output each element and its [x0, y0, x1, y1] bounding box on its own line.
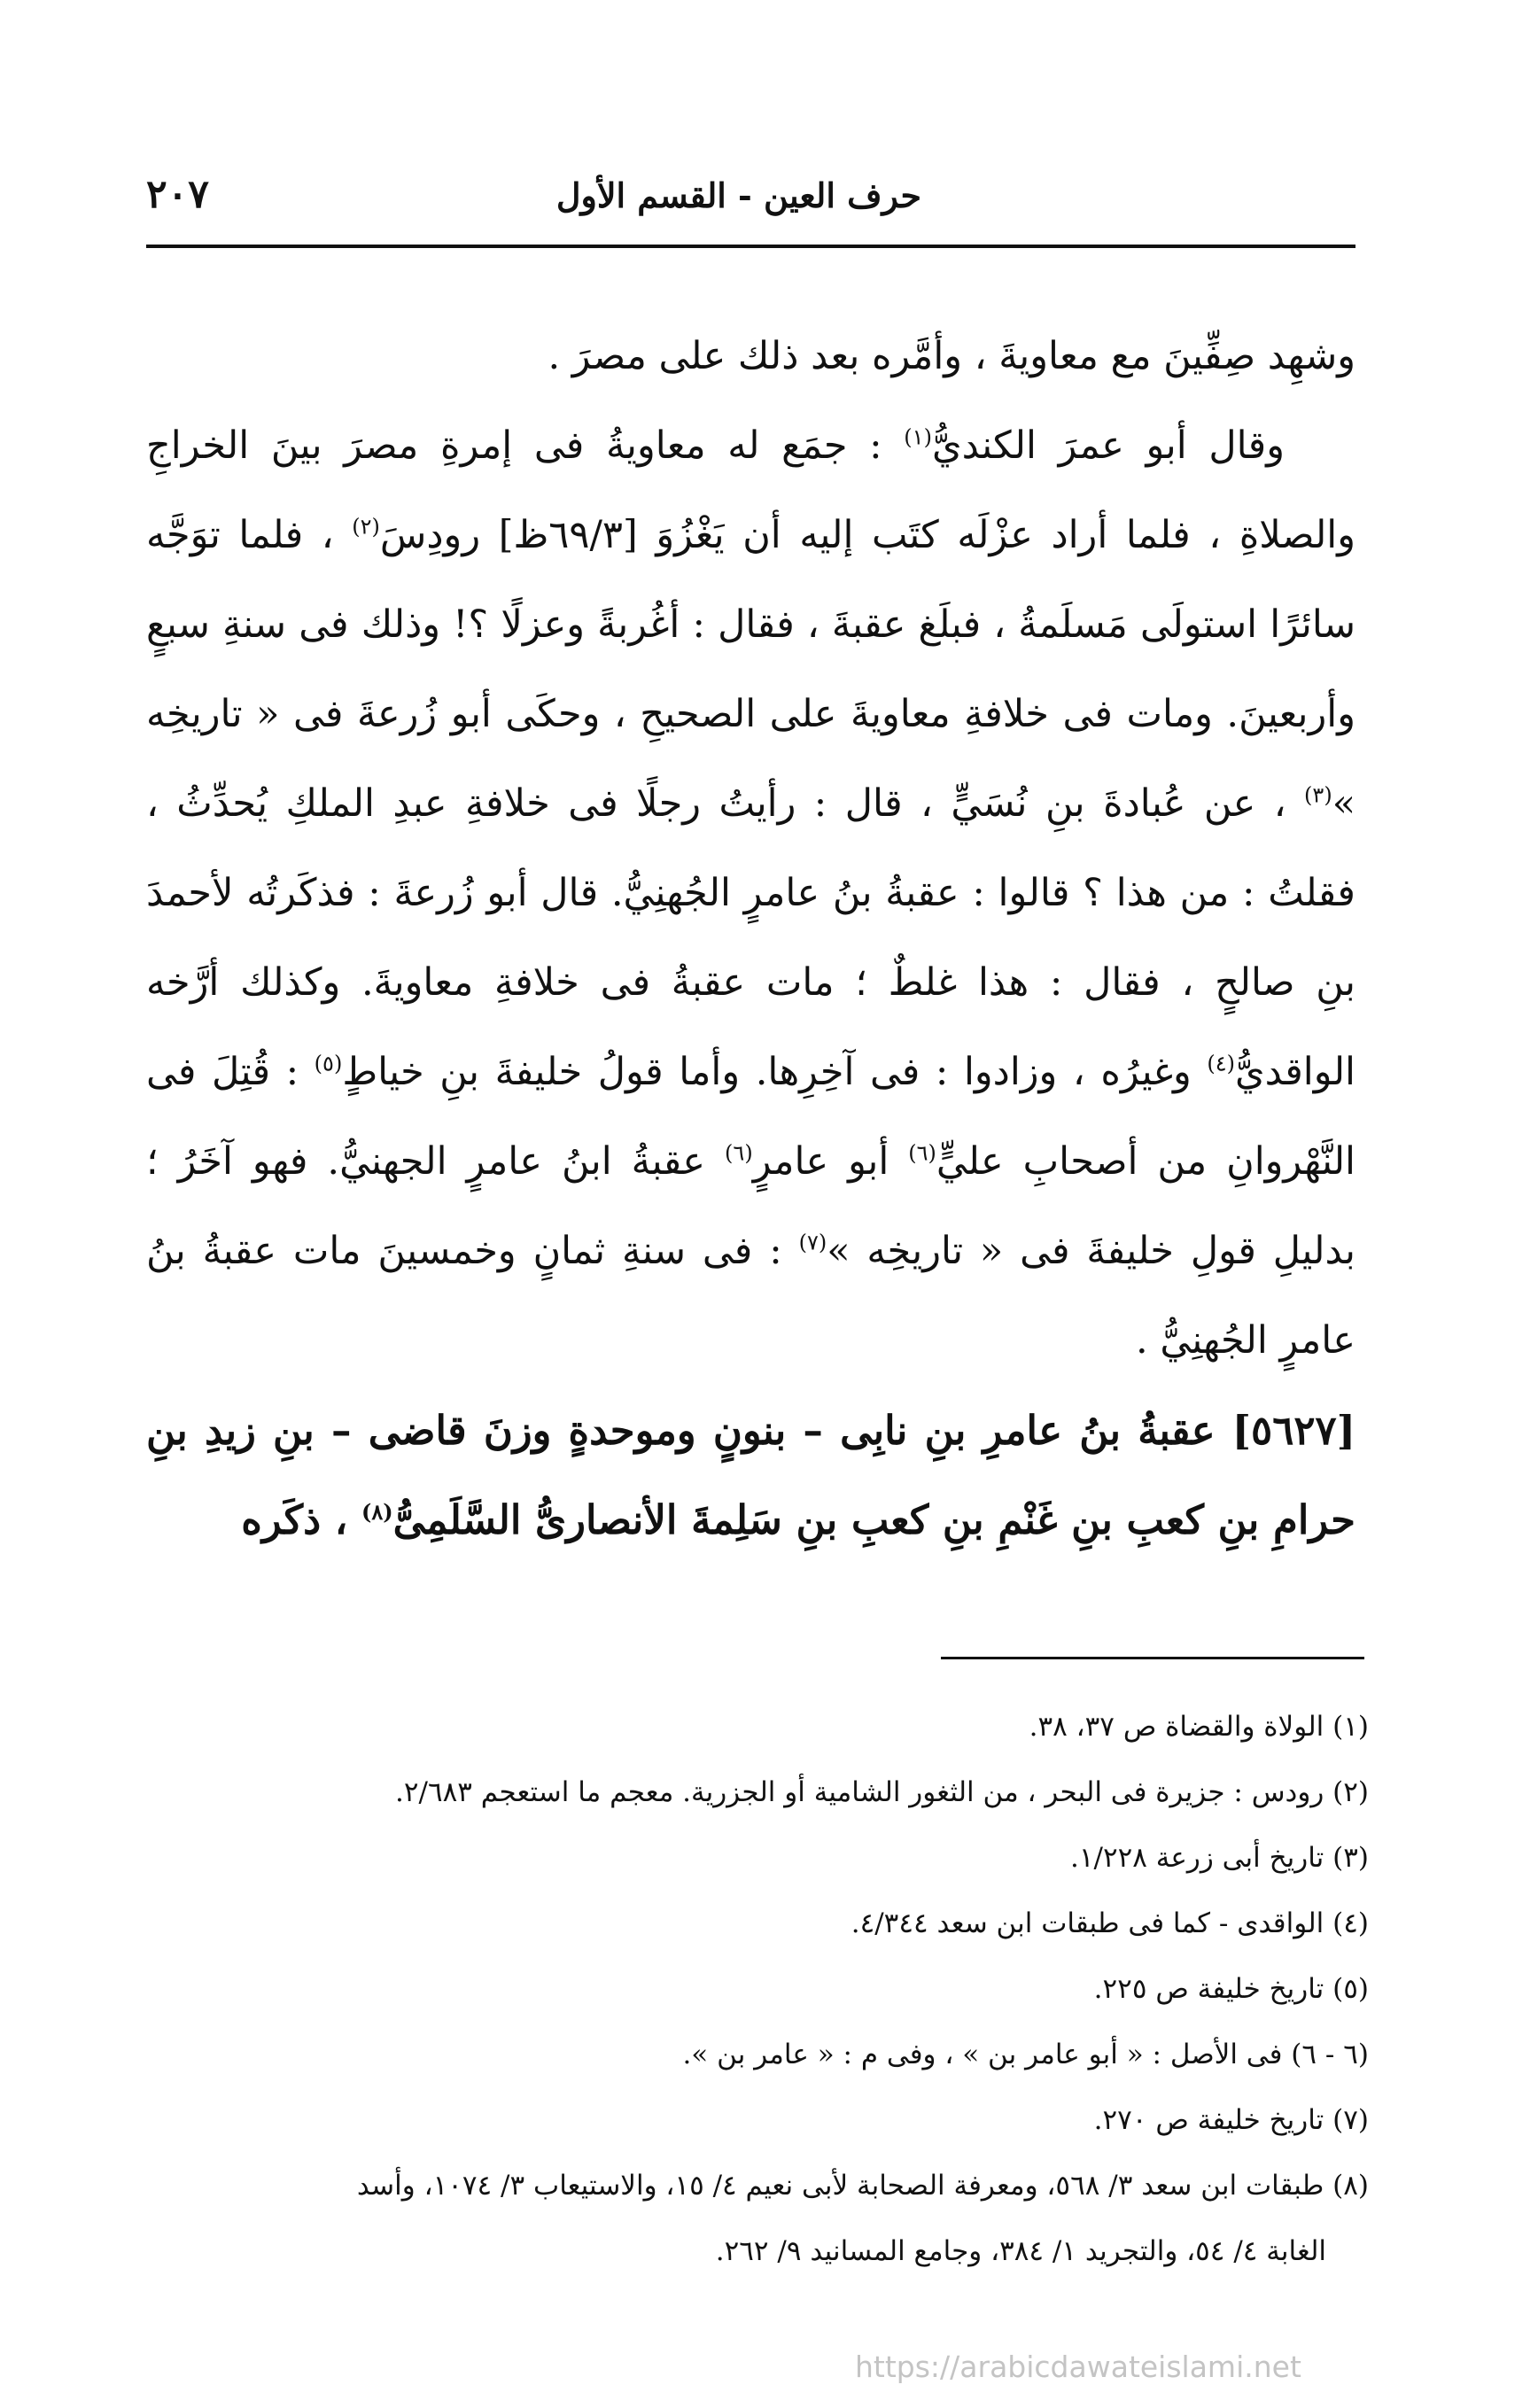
footnote: (٤) الواقدى - كما فى طبقات ابن سعد ٤/٣٤٤.	[851, 1907, 1369, 1939]
watermark-url: https://arabicdawateislami.net	[855, 2350, 1301, 2384]
footnote-ref: (٧)	[798, 1230, 827, 1255]
paragraph-text: ، عن عُبادةَ بنِ نُسَيٍّ ، قال : رأيتُ رجلًا فى خلافةِ عبدِ الملكِ يُحدِّثُ ، فقلتُ : من هذا ؟ قالوا : عقبةُ بنُ عامرٍ الجُهنِيُّ. قال أبو زُرعةَ : فذكَرتُه لأحمدَ بنِ صالحٍ ، فقال : هذا غلطٌ ؛ مات عقبةُ فى خلافةِ معاويةَ. وكذلك أرَّخه الواقديُّ	[146, 781, 1356, 1094]
footnote: (٥) تاريخ خليفة ص ٢٢٥.	[1093, 1973, 1369, 2005]
footnote-ref: (٤)	[1207, 1051, 1236, 1076]
paragraph-text: وغيرُه ، وزادوا : فى آخِرِها. وأما قولُ خليفةَ بنِ خياطٍ	[342, 1050, 1208, 1094]
footnote: (١) الولاة والقضاة ص ٣٧، ٣٨.	[1029, 1711, 1369, 1743]
biography-entry	[146, 1386, 1355, 1565]
footnote: (٢) رودس : جزيرة فى البحر ، من الثغور الشامية أو الجزرية. معجم ما استعجم ٢/٦٨٣.	[395, 1776, 1369, 1808]
entry-name: عقبةُ بنُ عامرِ بنِ نابِى	[840, 1407, 1216, 1454]
paragraph-text: عقبةُ ابنُ عامرٍ الجهنيُّ. فهو آخَرُ ؛ بدليلِ قولِ خليفةَ فى « تاريخِه »	[146, 1139, 1355, 1273]
paragraph-text: : جمَع له معاويةُ فى إمرةِ مصرَ بينَ الخراجِ والصلاةِ ، فلما أراد عزْلَه كتَب إليه أن يَغْزُوَ [٦٩/٣ظ] رودِسَ	[146, 423, 1356, 557]
footnote-ref: (٣)	[1304, 782, 1332, 808]
footnote-ref: (٦)	[908, 1140, 936, 1166]
footnote-divider	[941, 1657, 1364, 1659]
paragraph-text: وشهِد صِفِّينَ مع معاويةَ ، وأمَّره بعد ذلك على مصرَ .	[548, 334, 1355, 378]
footnote-ref: (٨)	[361, 1499, 393, 1525]
page-number: ٢٠٧	[146, 172, 209, 217]
footnote: (٧) تاريخ خليفة ص ٢٧٠.	[1093, 2104, 1369, 2136]
running-header	[146, 170, 1355, 241]
paragraph-text: أبو عامرٍ	[752, 1139, 909, 1184]
footnote-ref: (٢)	[352, 514, 380, 540]
footnote-continuation: الغابة ٤/ ٥٤، والتجريد ١/ ٣٨٤، وجامع المسانيد ٩/ ٢٦٢.	[715, 2235, 1326, 2267]
paragraph	[146, 312, 1355, 401]
footnote-ref: (٦)	[725, 1140, 753, 1166]
chapter-title: حرف العين - القسم الأول	[555, 175, 921, 215]
entry-number: [٥٦٢٧]	[1231, 1407, 1356, 1454]
footnote-ref: (١)	[904, 424, 932, 450]
footnote: (٦ - ٦) فى الأصل : « أبو عامر بن » ، وفى م : « عامر بن ».	[682, 2039, 1369, 2070]
entry-continuation: ، ذكَره	[241, 1496, 348, 1543]
paragraph	[146, 401, 1355, 1386]
entry-vocalization: – بنونٍ وموحدةٍ وزنَ قاضى –	[331, 1407, 823, 1454]
footnote: (٨) طبقات ابن سعد ٣/ ٥٦٨، ومعرفة الصحابة لأبى نعيم ٤/ ١٥، والاستيعاب ٣/ ١٠٧٤، وأسد	[356, 2170, 1369, 2202]
header-divider	[146, 245, 1355, 248]
main-text	[146, 312, 1355, 1565]
paragraph-text: : فى سنةِ ثمانٍ وخمسينَ مات عقبةُ بنُ عامرٍ الجُهنِيُّ .	[146, 1229, 1355, 1363]
footnote: (٣) تاريخ أبى زرعة ١/٢٢٨.	[1069, 1842, 1369, 1874]
footnotes	[146, 1694, 1369, 2284]
paragraph-text: وقال أبو عمرَ الكنديُّ	[931, 423, 1285, 468]
paragraph-text: ، فلما توَجَّه سائرًا استولَى مَسلَمةُ ، فبلَغ عقبةَ ، فقال : أغُربةً وعزلًا ؟! وذلك فى سنةِ سبعٍ وأربعينَ. ومات فى خلافةِ معاويةَ على الصحيحِ ، وحكَى أبو زُرعةَ فى « تاريخِه »	[146, 513, 1355, 826]
entry-lineage: بنِ زيدِ بنِ حرامِ بنِ كعبِ بنِ غَنْمِ بنِ كعبِ بنِ سَلِمةَ الأنصارىُّ السَّلَمِىُّ	[146, 1407, 1355, 1543]
footnote-ref: (٥)	[314, 1051, 343, 1076]
paragraph-text: : قُتِلَ فى النَّهْروانِ من أصحابِ عليٍّ	[146, 1050, 1355, 1184]
